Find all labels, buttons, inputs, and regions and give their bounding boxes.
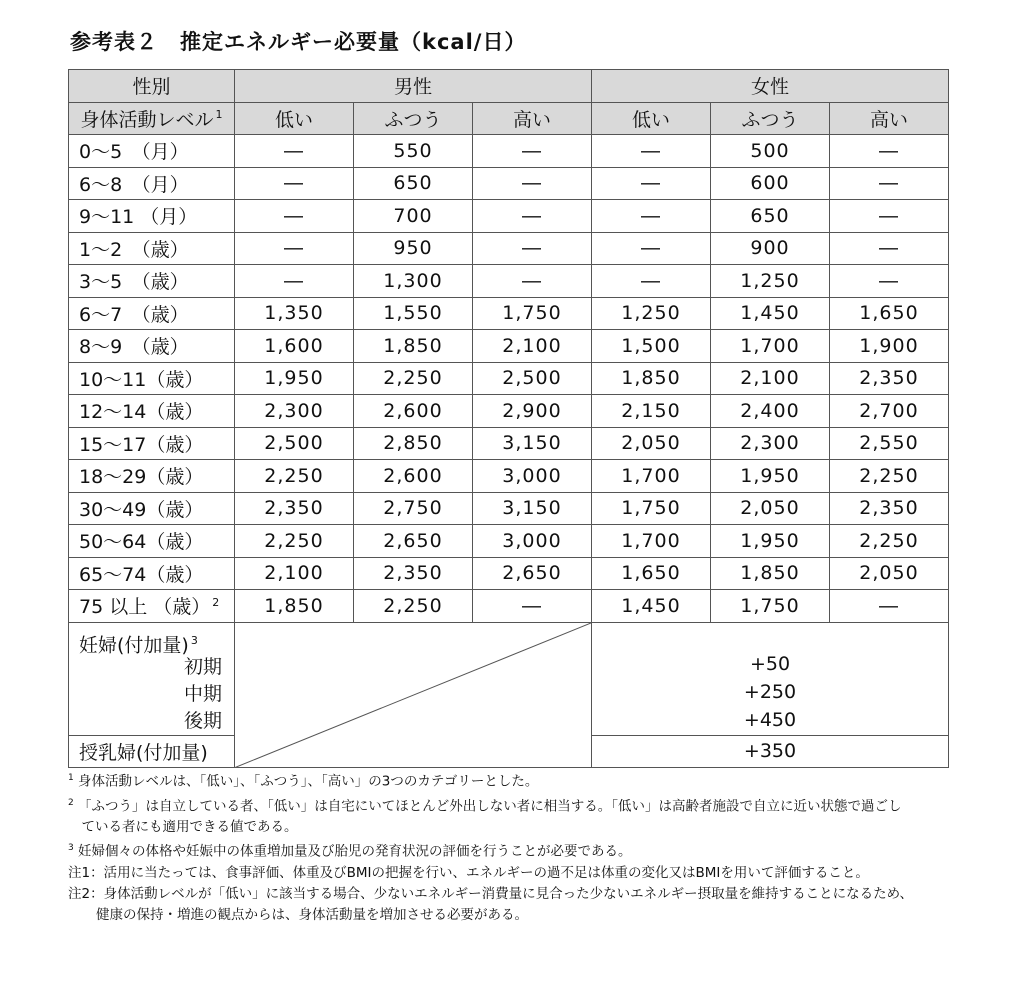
energy-value-cell: 2,300 xyxy=(235,395,354,428)
age-group-cell xyxy=(69,167,235,200)
age-group-label: 0～5 （月） xyxy=(79,141,189,164)
table-row xyxy=(69,297,949,330)
age-group-cell xyxy=(69,200,235,233)
energy-value-cell: 1,650 xyxy=(592,557,711,590)
energy-value-cell: 2,600 xyxy=(354,460,473,493)
energy-value-cell: 1,350 xyxy=(235,297,354,330)
energy-value-cell: 3,000 xyxy=(473,460,592,493)
energy-value-cell: ― xyxy=(473,167,592,200)
energy-value-cell: 2,850 xyxy=(354,427,473,460)
age-group-label: 8～9 （歳） xyxy=(79,336,189,359)
energy-value-cell: 650 xyxy=(354,167,473,200)
footnote-text: 注2：身体活動レベルが「低い」に該当する場合、少ないエネルギー消費量に見合った少ないエネルギー摂取量を維持することになるため、 xyxy=(68,885,914,902)
level-header-cell: 低い xyxy=(235,102,354,135)
energy-value-cell: 2,250 xyxy=(235,525,354,558)
energy-value-cell: ― xyxy=(473,590,592,623)
age-group-label: 6～7 （歳） xyxy=(79,303,189,326)
age-group-cell xyxy=(69,330,235,363)
energy-value-cell: 1,300 xyxy=(354,265,473,298)
page-title: 参考表２ 推定エネルギー必要量（kcal/日） xyxy=(70,30,527,54)
age-group-cell xyxy=(69,557,235,590)
energy-value-cell: 500 xyxy=(711,135,830,168)
energy-value-cell: 1,850 xyxy=(711,557,830,590)
energy-value-cell: ― xyxy=(830,135,949,168)
energy-value-cell: ― xyxy=(473,232,592,265)
energy-value-cell: 1,700 xyxy=(711,330,830,363)
age-group-cell xyxy=(69,297,235,330)
sex-header-cell: 性別 xyxy=(69,70,235,103)
footnote-text: 身体活動レベルは、「低い」、「ふつう」、「高い」の3つのカテゴリーとした。 xyxy=(73,773,539,790)
age-group-cell xyxy=(69,232,235,265)
age-group-label: 65～74（歳） xyxy=(79,563,204,586)
age-footnote-mark: 2 xyxy=(212,595,220,609)
footnote-line xyxy=(68,793,968,818)
energy-value-cell: 2,250 xyxy=(830,525,949,558)
pregnant-label-cell xyxy=(69,622,235,735)
energy-value-cell: 700 xyxy=(354,200,473,233)
footnote-line xyxy=(68,768,968,793)
male-header-cell: 男性 xyxy=(235,70,592,103)
age-group-label: 3～5 （歳） xyxy=(79,271,189,294)
table-row xyxy=(69,590,949,623)
age-group-cell xyxy=(69,362,235,395)
energy-value-cell: 2,350 xyxy=(830,492,949,525)
pregnant-addition-value: +50 xyxy=(749,652,791,675)
footnote-number: 1 xyxy=(68,773,74,783)
footnote-number: 3 xyxy=(68,843,74,853)
age-group-label: 9～11 （月） xyxy=(79,206,198,229)
energy-value-cell: 1,600 xyxy=(235,330,354,363)
lactating-value: +350 xyxy=(592,735,949,768)
energy-value-cell: 1,500 xyxy=(592,330,711,363)
energy-value-cell: 2,150 xyxy=(592,395,711,428)
age-group-label: 30～49（歳） xyxy=(79,498,204,521)
energy-value-cell: ― xyxy=(592,200,711,233)
table-row xyxy=(69,427,949,460)
pregnant-addition-value: +450 xyxy=(743,708,797,731)
energy-value-cell: 2,500 xyxy=(235,427,354,460)
energy-value-cell: 2,650 xyxy=(473,557,592,590)
age-group-label: 75 以上 （歳） xyxy=(79,596,211,619)
energy-value-cell: 2,400 xyxy=(711,395,830,428)
energy-value-cell: 2,700 xyxy=(830,395,949,428)
energy-value-cell: ― xyxy=(830,590,949,623)
footnote-line xyxy=(68,838,968,863)
level-header-cell: 低い xyxy=(592,102,711,135)
female-header-cell: 女性 xyxy=(592,70,949,103)
energy-value-cell: 2,350 xyxy=(235,492,354,525)
energy-value-cell: ― xyxy=(830,232,949,265)
energy-value-cell: 1,700 xyxy=(592,460,711,493)
energy-value-cell: 1,550 xyxy=(354,297,473,330)
not-applicable-diagonal-cell xyxy=(235,622,592,768)
energy-value-cell: ― xyxy=(592,135,711,168)
footnote-text: 注1：活用に当たっては、食事評価、体重及びBMIの把握を行い、エネルギーの過不足は体重の変化又はBMIを用いて評価すること。 xyxy=(68,864,869,881)
energy-requirement-table xyxy=(68,69,949,768)
energy-value-cell: 3,150 xyxy=(473,492,592,525)
energy-value-cell: 950 xyxy=(354,232,473,265)
energy-value-cell: 1,950 xyxy=(711,525,830,558)
energy-value-cell: ― xyxy=(235,232,354,265)
energy-value-cell: 2,050 xyxy=(711,492,830,525)
pregnant-values-cell xyxy=(592,622,949,735)
age-group-label: 15～17（歳） xyxy=(79,433,204,456)
table-row xyxy=(69,525,949,558)
activity-header-cell xyxy=(69,102,235,135)
energy-value-cell: 550 xyxy=(354,135,473,168)
energy-value-cell: 1,650 xyxy=(830,297,949,330)
footnote-number: 2 xyxy=(68,797,74,808)
pregnancy-phase-label: 初期 xyxy=(183,655,222,678)
lactating-label: 授乳婦(付加量) xyxy=(69,735,235,768)
age-group-cell xyxy=(69,427,235,460)
energy-value-cell: 2,750 xyxy=(354,492,473,525)
header-row-sex xyxy=(69,70,949,103)
table-row xyxy=(69,265,949,298)
age-group-label: 18～29（歳） xyxy=(79,466,204,489)
diagonal-line xyxy=(235,623,591,768)
energy-value-cell: ― xyxy=(235,200,354,233)
pregnant-addition-value: +250 xyxy=(743,680,797,703)
energy-value-cell: 1,250 xyxy=(592,297,711,330)
footnote-text: 「ふつう」は自立している者、「低い」は自宅にいてほとんど外出しない者に相当する。「低い」は高齢者施設で自立に近い状態で過ごし xyxy=(73,798,902,814)
energy-value-cell: 900 xyxy=(711,232,830,265)
energy-value-cell: 3,150 xyxy=(473,427,592,460)
energy-value-cell: 650 xyxy=(711,200,830,233)
energy-value-cell: 1,900 xyxy=(830,330,949,363)
energy-value-cell: 1,250 xyxy=(711,265,830,298)
table-row xyxy=(69,232,949,265)
footnote-text: 健康の保持・増進の観点からは、身体活動量を増加させる必要がある。 xyxy=(96,906,528,923)
energy-value-cell: 2,100 xyxy=(235,557,354,590)
energy-value-cell: ― xyxy=(592,232,711,265)
energy-value-cell: 2,100 xyxy=(711,362,830,395)
energy-value-cell: 2,500 xyxy=(473,362,592,395)
energy-value-cell: 2,550 xyxy=(830,427,949,460)
energy-value-cell: 1,750 xyxy=(473,297,592,330)
energy-value-cell: 1,450 xyxy=(592,590,711,623)
footnote-text: 妊婦個々の体格や妊娠中の体重増加量及び胎児の発育状況の評価を行うことが必要である。 xyxy=(73,843,632,860)
activity-footnote-mark: 1 xyxy=(215,108,223,122)
level-header-cell: ふつう xyxy=(354,102,473,135)
header-row-activity xyxy=(69,102,949,135)
energy-value-cell: 2,250 xyxy=(235,460,354,493)
energy-value-cell: 1,700 xyxy=(592,525,711,558)
energy-value-cell: ― xyxy=(830,200,949,233)
energy-value-cell: 2,650 xyxy=(354,525,473,558)
table-row xyxy=(69,395,949,428)
table-row xyxy=(69,135,949,168)
energy-value-cell: 1,850 xyxy=(235,590,354,623)
level-header-cell: 高い xyxy=(473,102,592,135)
table-row xyxy=(69,557,949,590)
level-header-cell: ふつう xyxy=(711,102,830,135)
energy-value-cell: 2,250 xyxy=(830,460,949,493)
age-group-label: 10～11（歳） xyxy=(79,368,204,391)
energy-value-cell: ― xyxy=(830,167,949,200)
age-group-label: 50～64（歳） xyxy=(79,531,204,554)
energy-value-cell: ― xyxy=(473,135,592,168)
energy-value-cell: 3,000 xyxy=(473,525,592,558)
age-group-label: 6～8 （月） xyxy=(79,173,189,196)
energy-value-cell: ― xyxy=(235,265,354,298)
energy-value-cell: ― xyxy=(830,265,949,298)
age-group-cell xyxy=(69,460,235,493)
pregnant-row xyxy=(69,622,949,735)
energy-value-cell: 2,050 xyxy=(830,557,949,590)
age-group-cell xyxy=(69,265,235,298)
energy-value-cell: ― xyxy=(473,265,592,298)
age-group-label: 12～14（歳） xyxy=(79,401,204,424)
footnote-line xyxy=(68,817,968,838)
energy-value-cell: 2,350 xyxy=(830,362,949,395)
energy-value-cell: ― xyxy=(592,265,711,298)
energy-value-cell: 2,300 xyxy=(711,427,830,460)
table-row xyxy=(69,200,949,233)
table-row xyxy=(69,362,949,395)
energy-value-cell: 1,850 xyxy=(592,362,711,395)
activity-label: 身体活動レベル xyxy=(80,108,214,131)
pregnancy-phase-label: 中期 xyxy=(183,682,222,705)
footnotes xyxy=(68,768,968,926)
age-group-cell xyxy=(69,395,235,428)
pregnant-label-line xyxy=(79,627,234,654)
table-row xyxy=(69,330,949,363)
pregnant-label: 妊婦(付加量) xyxy=(79,633,189,656)
energy-value-cell: 2,600 xyxy=(354,395,473,428)
pregnant-footnote-mark: 3 xyxy=(190,633,198,647)
level-header-cell: 高い xyxy=(830,102,949,135)
energy-value-cell: 2,100 xyxy=(473,330,592,363)
energy-value-cell: 1,950 xyxy=(711,460,830,493)
footnote-line xyxy=(68,905,968,926)
footnote-line xyxy=(68,863,968,884)
age-group-label: 1～2 （歳） xyxy=(79,238,189,261)
energy-value-cell: 2,900 xyxy=(473,395,592,428)
energy-value-cell: ― xyxy=(235,167,354,200)
energy-value-cell: 2,250 xyxy=(354,362,473,395)
footnote-line xyxy=(68,884,968,905)
energy-value-cell: 1,850 xyxy=(354,330,473,363)
energy-value-cell: 1,450 xyxy=(711,297,830,330)
energy-value-cell: 2,050 xyxy=(592,427,711,460)
energy-value-cell: 600 xyxy=(711,167,830,200)
energy-value-cell: ― xyxy=(473,200,592,233)
age-group-cell xyxy=(69,135,235,168)
energy-value-cell: ― xyxy=(592,167,711,200)
energy-value-cell: 1,750 xyxy=(592,492,711,525)
energy-value-cell: ― xyxy=(235,135,354,168)
age-group-cell xyxy=(69,590,235,623)
energy-value-cell: 1,950 xyxy=(235,362,354,395)
table-row xyxy=(69,492,949,525)
energy-value-cell: 1,750 xyxy=(711,590,830,623)
pregnancy-phase-label: 後期 xyxy=(183,709,222,732)
age-group-cell xyxy=(69,492,235,525)
energy-value-cell: 2,350 xyxy=(354,557,473,590)
footnote-text: ている者にも適用できる値である。 xyxy=(68,819,298,835)
table-row xyxy=(69,167,949,200)
energy-value-cell: 2,250 xyxy=(354,590,473,623)
age-group-cell xyxy=(69,525,235,558)
table-row xyxy=(69,460,949,493)
